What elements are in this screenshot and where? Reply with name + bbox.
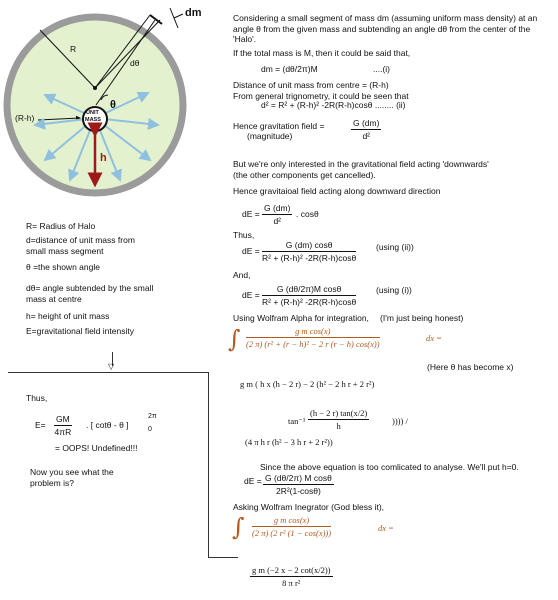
result-close: )))) /	[392, 416, 408, 426]
int2-den: (2 π) (2 r² (1 − cos(x)))	[252, 528, 332, 538]
field-fraction	[351, 118, 381, 141]
label-mass: MASS	[85, 117, 101, 123]
dE-2: dE =	[242, 246, 260, 256]
label-theta: θ	[110, 99, 116, 111]
def-R: R= Radius of Halo	[26, 221, 96, 231]
GM-fraction	[54, 414, 72, 437]
upper-limit: 2π	[148, 413, 157, 420]
connector-v	[208, 372, 209, 557]
den2: R² + (R-h)² -2R(R-h)cosθ	[262, 253, 357, 263]
dx-2: dx =	[378, 523, 394, 533]
int1-num: g m cos(x)	[246, 326, 380, 338]
down-2: (the other components get cancelled).	[233, 170, 376, 180]
tan-den: h	[336, 421, 341, 431]
oops: = OOPS! Undefined!!!	[55, 443, 138, 453]
connector-h2	[208, 557, 238, 558]
intro-text: Considering a small segment of mass dm (assuming uniform mass density) at an angle θ from the given mass and subtending an angle dθ from the center of the 'Halo'.	[233, 13, 538, 44]
fourpiR: 4πR	[54, 427, 72, 437]
dx-1: dx =	[426, 333, 442, 343]
honest: (I'm just being honest)	[380, 313, 464, 323]
dE-h0: dE =	[244, 476, 262, 486]
label-unit: UNIT	[86, 110, 99, 116]
tan-inverse: tan⁻¹	[288, 416, 306, 426]
dE-3: dE =	[242, 290, 260, 300]
integral-sign-2: ∫	[232, 513, 245, 541]
trig: From general trignometry, it could be seen that	[233, 91, 409, 101]
cos-tail: . cosθ	[296, 209, 319, 219]
eq1-num: ....(i)	[373, 64, 390, 74]
wolfram: Using Wolfram Alpha for integration,	[233, 313, 369, 323]
int2-fraction	[252, 515, 331, 538]
connector-h1	[8, 372, 208, 373]
lower-limit: 0	[148, 426, 152, 433]
dE-1: dE =	[242, 209, 260, 219]
dm-segment	[150, 15, 162, 24]
question: Now you see what the problem is?	[30, 467, 114, 488]
def-h: h= height of unit mass	[26, 311, 110, 321]
integral-sign-1: ∫	[228, 325, 241, 353]
int1-den: (2 π) (r² + (r − h)² − 2 r (r − h) cos(x))	[246, 339, 380, 349]
num3: G (dθ/2π)M cosθ	[262, 284, 356, 296]
def-d: d=distance of unit mass from small mass segment	[26, 235, 135, 256]
den3: R² + (R-h)² -2R(R-h)cosθ	[262, 297, 357, 307]
final-fraction	[250, 565, 333, 588]
dm-pointer	[174, 14, 183, 18]
tan-num: (h − 2 r) tan(x/2)	[310, 408, 368, 418]
cot-bracket: . [ cotθ - θ ]	[86, 420, 129, 430]
label-dm: dm	[185, 7, 202, 19]
result-line-3: (4 π h r (h² − 3 h r + 2 r²))	[245, 437, 333, 447]
integrator: Asking Wolfram Inegrator (God bless it),	[233, 502, 385, 512]
d2-1: d²	[362, 131, 370, 141]
connector-head: ▽	[108, 362, 115, 371]
using-ii: (using (ii))	[376, 242, 414, 252]
E-label: E=	[35, 420, 46, 430]
and: And,	[233, 270, 251, 280]
d2-2: d²	[273, 216, 281, 226]
thus-2: Thus,	[233, 230, 255, 240]
eq2: d² = R² + (R-h)² -2R(R-h)cosθ ........ (ii)	[261, 100, 406, 110]
down-1: But we're only interested in the gravitational field acting 'downwards'	[233, 159, 489, 169]
label-Rh: (R-h)	[15, 113, 35, 123]
final-den: 8 π r²	[282, 578, 301, 588]
int2-num: g m cos(x)	[252, 515, 331, 527]
h0-fraction	[263, 473, 334, 496]
thus-left: Thus,	[26, 393, 48, 403]
theta-x-note: (Here θ has become x)	[427, 362, 514, 372]
GM: GM	[56, 414, 70, 424]
field-label: Hence gravitation field =	[233, 121, 325, 131]
h0-num: G (dθ/2π) M cosθ	[265, 473, 332, 483]
gdm-2: G (dm)	[264, 203, 291, 213]
magnitude: (magnitude)	[247, 131, 293, 141]
complicated: Since the above equation is too comlicated to analyse. We'll put h=0.	[260, 462, 519, 472]
dE-fraction-3	[262, 284, 356, 307]
def-E: E=gravitational field intensity	[26, 326, 134, 336]
final-num: g m (−2 x − 2 cot(x/2))	[252, 565, 331, 575]
label-h: h	[100, 152, 107, 164]
dE-fraction-1	[262, 203, 292, 226]
dE-fraction-2	[262, 240, 356, 263]
int1-fraction	[246, 326, 380, 349]
dist1: Distance of unit mass from centre = (R-h)	[233, 80, 389, 90]
num2: G (dm) cosθ	[262, 240, 356, 252]
def-theta: θ =the shown angle	[26, 262, 100, 272]
h0-den: 2R²(1-cosθ)	[275, 486, 321, 496]
eq1: dm = (dθ/2π)M	[261, 64, 318, 74]
tan-fraction	[308, 408, 369, 431]
gdm-1: G (dm)	[353, 118, 380, 128]
using-i: (using (i))	[376, 285, 412, 295]
label-R: R	[70, 44, 77, 54]
hence-down: Hence gravitaioal field acting along downward direction	[233, 186, 441, 196]
label-dtheta: dθ	[130, 58, 140, 68]
result-line-1: g m ( h x (h − 2 r) − 2 (h² − 2 h r + 2 r²)	[240, 379, 375, 389]
total-mass: If the total mass is M, then it could be said that,	[233, 48, 411, 58]
def-dtheta: dθ= angle subtended by the small mass at centre	[26, 283, 154, 304]
